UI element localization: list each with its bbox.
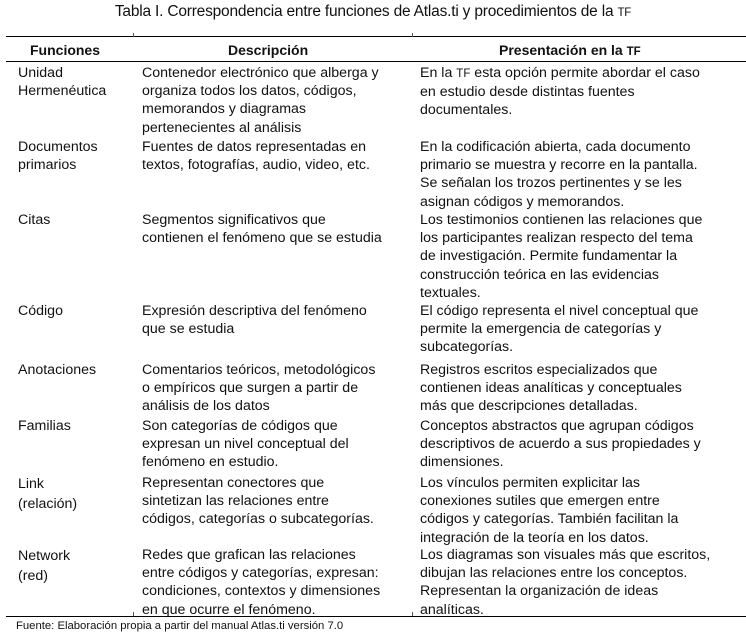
row-description: Segmentos significativos que contienen el fenómeno que se estudia [142, 212, 382, 247]
row-presentation: Los vínculos permiten explicitar las conexiones sutiles que emergen entre códigos y categorías. También facilitan la integración de la teoría en los datos. [420, 475, 679, 546]
row-description: Expresión descriptiva del fenómeno que se estudia [142, 303, 367, 338]
header-functions: Funciones [30, 42, 101, 58]
row-function: Documentos primarios [18, 139, 98, 174]
row-presentation: Registros escritos especializados que contienen ideas analíticas y conceptuales más que descripciones detalladas. [420, 362, 682, 415]
row-description: Redes que grafican las relaciones entre códigos y categorías, expresan: condiciones, contextos y dimensiones en que ocurre el fenómeno. [142, 547, 381, 618]
row-description: Son categorías de códigos que expresan un nivel conceptual del fenómeno en estudio. [142, 418, 349, 471]
header-presentation-text: Presentación en la [499, 42, 623, 58]
row-function: Network (red) [18, 548, 71, 584]
row-description: Comentarios teóricos, metodológicos o empíricos que surgen a partir de análisis de los datos [142, 362, 376, 415]
row-function: Link (relación) [18, 476, 78, 512]
row-presentation-post: esta opción permite abordar el caso en estudio desde distintas fuentes documentales. [420, 65, 700, 119]
row-description: Contenedor electrónico que alberga y organiza todos los datos, códigos, memorandos y diagramas pertenecientes al análisis [142, 65, 379, 136]
header-rule [6, 61, 746, 62]
row-presentation: Los diagramas son visuales más que escritos, dibujan las relaciones entre los conceptos. Representan la organización de ideas analíticas. [420, 547, 711, 618]
row-function: Código [18, 303, 63, 319]
row-presentation: Conceptos abstractos que agrupan códigos descriptivos de acuerdo a sus propiedades y dimensiones. [420, 418, 701, 471]
row-function: Anotaciones [18, 362, 97, 378]
header-description: Descripción [228, 42, 309, 58]
row-presentation: El código representa el nivel conceptual que permite la emergencia de categorías y subcategorías. [420, 303, 699, 356]
row-function: Citas [18, 212, 51, 228]
row-presentation-abbr: TF [456, 68, 471, 80]
row-function: Unidad Hermenéutica [18, 65, 107, 100]
row-presentation [420, 64, 746, 120]
row-description: Representan conectores que sintetizan las relaciones entre códigos, categorías o subcategorías. [142, 475, 374, 528]
caption-text: Tabla I. Correspondencia entre funciones de Atlas.ti y procedimientos de la [114, 3, 614, 20]
column-tick [133, 33, 134, 37]
header-presentation-abbr: TF [626, 46, 641, 58]
top-rule [6, 36, 746, 37]
row-presentation-pre: En la [420, 65, 453, 81]
row-presentation: En la codificación abierta, cada documento primario se muestra y recorre en la pantalla. Se señalan los trozos pertinentes y se les asignan códigos y memorandos. [420, 139, 698, 210]
source-note: Fuente: Elaboración propia a partir del manual Atlas.ti versión 7.0 [16, 620, 344, 632]
column-tick [412, 33, 413, 37]
row-function: Familias [18, 418, 71, 434]
header-presentation [499, 42, 641, 58]
caption-abbr: TF [617, 7, 632, 19]
table-caption [0, 3, 746, 21]
row-presentation: Los testimonios contienen las relaciones que los participantes realizan respecto del tema de investigación. Permite fundamentar la construcción teórica en las evidencias textuales. [420, 212, 703, 301]
row-description: Fuentes de datos representadas en textos, fotografías, audio, video, etc. [142, 139, 370, 174]
bottom-rule [6, 616, 746, 617]
